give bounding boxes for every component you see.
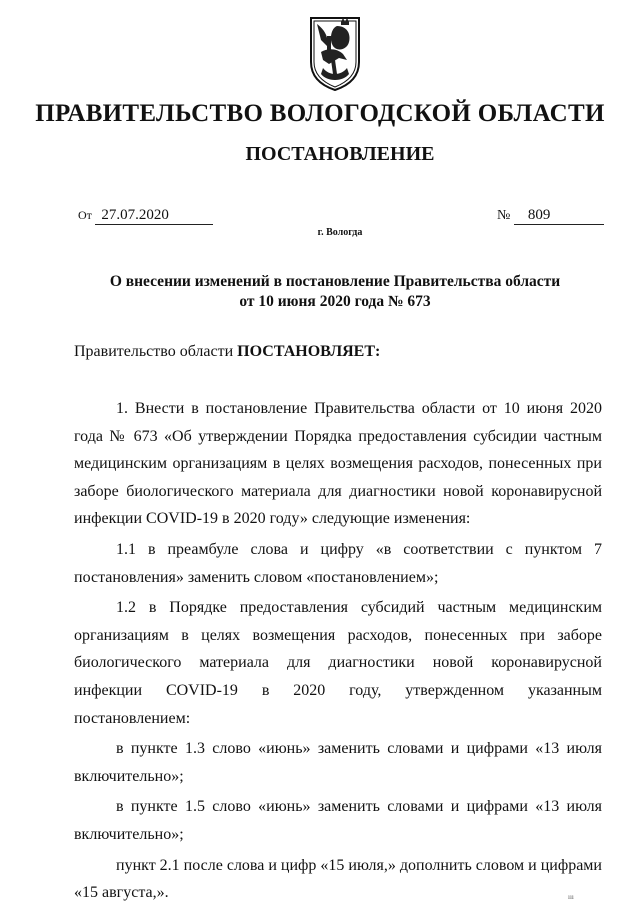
city-label: г. Вологда — [317, 227, 363, 238]
subject-line-1: О внесении изменений в постановление Правительства области — [109, 273, 561, 290]
date-value: 27.07.2020 — [95, 207, 213, 225]
number-prefix: № — [497, 208, 511, 223]
decree-lead: Правительство области — [74, 343, 234, 360]
doc-type-title: ПОСТАНОВЛЕНИЕ — [245, 143, 435, 165]
body-paragraph: 1.2 в Порядке предоставления субсидий частным медицинским организациям в целях возмещения расходов, понесенных при заборе биологического материала для диагностики новой коронавирусной инфекции COVID-19 в 2020 году, утвержденном указанным постановлением: — [74, 599, 602, 727]
date-field — [78, 207, 213, 225]
body-paragraph: пункт 2.1 после слова и цифр «15 июля,» дополнить словом и цифрами «15 августа,». — [74, 856, 602, 902]
vologda-coat-of-arms-icon — [307, 16, 363, 92]
subject-heading — [0, 272, 640, 312]
org-title: ПРАВИТЕЛЬСТВО ВОЛОГОДСКОЙ ОБЛАСТИ — [35, 100, 605, 127]
body-paragraph: в пункте 1.5 слово «июнь» заменить словами и цифрами «13 июля включительно»; — [74, 798, 602, 843]
number-field — [497, 207, 604, 225]
date-prefix: От — [78, 208, 92, 222]
subject-line-2: от 10 июня 2020 года № 673 — [239, 293, 431, 310]
footer-mark: ııı — [568, 893, 574, 901]
number-value: 809 — [514, 207, 604, 225]
body-text — [74, 395, 602, 910]
body-paragraph: 1. Внести в постановление Правительства области от 10 июня 2020 года № 673 «Об утверждении Порядка предоставления субсидии частным медицинским организациям в целях возмещения расходов, понесенных при заборе биологического материала для диагностики новой коронавирусной инфекции COVID-19 в 2020 году» следующие изменения: — [74, 400, 602, 528]
decree-verb: ПОСТАНОВЛЯЕТ: — [237, 343, 381, 360]
body-paragraph: в пункте 1.3 слово «июнь» заменить словами и цифрами «13 июля включительно»; — [74, 740, 602, 785]
body-paragraph: 1.1 в преамбуле слова и цифру «в соответствии с пунктом 7 постановления» заменить словом «постановлением»; — [74, 540, 602, 586]
decree-line — [74, 343, 380, 361]
